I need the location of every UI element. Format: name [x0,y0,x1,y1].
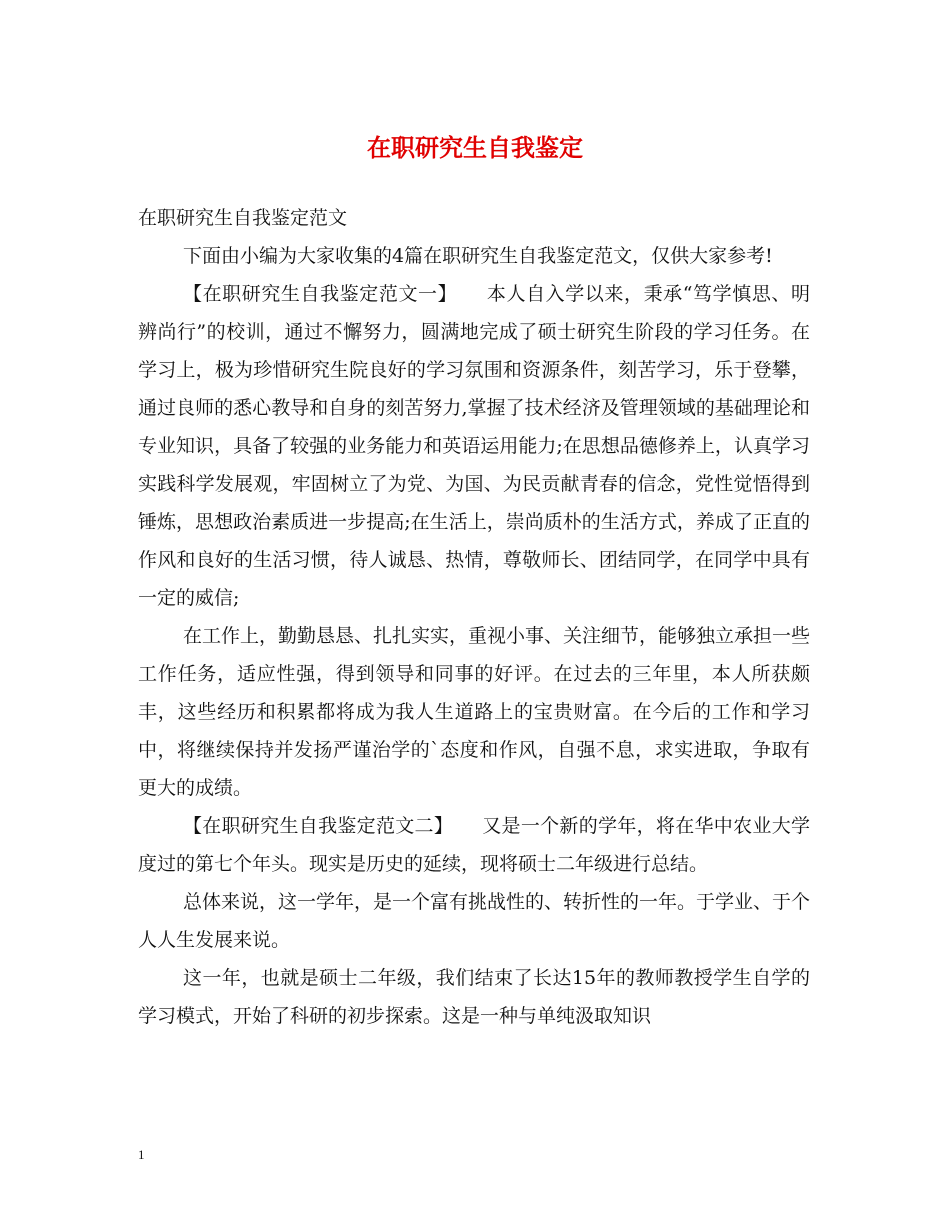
paragraph-sample-one: 【在职研究生自我鉴定范文一】 本人自入学以来，秉承“笃学慎思、明辨尚行”的校训，通过不懈努力，圆满地完成了硕士研究生阶段的学习任务。在学习上，极为珍惜研究生院良好的学习氛围和资源条件，刻苦学习，乐于登攀，通过良师的悉心教导和自身的刻苦努力,掌握了技术经济及管理领域的基础理论和专业知识，具备了较强的业务能力和英语运用能力;在思想品德修养上，认真学习实践科学发展观，牢固树立了为党、为国、为民贡献青春的信念，党性觉悟得到锤炼，思想政治素质进一步提高;在生活上，崇尚质朴的生活方式，养成了正直的作风和良好的生活习惯，待人诚恳、热情，尊敬师长、团结同学，在同学中具有一定的威信; [138,283,810,609]
paragraph-overall: 总体来说，这一学年，是一个富有挑战性的、转折性的一年。于学业、于个人人生发展来说。 [138,891,811,951]
page-number: 1 [138,1147,145,1162]
paragraph-work: 在工作上，勤勤恳恳、扎扎实实，重视小事、关注细节，能够独立承担一些工作任务，适应性强，得到领导和同事的好评。在过去的三年里，本人所获颇丰，这些经历和积累都将成为我人生道路上的宝贵财富。在今后的工作和学习中，将继续保持并发扬严谨治学的`态度和作风，自强不息，求实进取，争取有更大的成绩。 [138,625,811,799]
document-body [138,199,810,1035]
paragraph-heading: 在职研究生自我鉴定范文 [138,207,348,229]
document-title: 在职研究生自我鉴定 [367,133,583,162]
paragraph-this-year: 这一年，也就是硕士二年级，我们结束了长达15年的教师教授学生自学的学习模式，开始了科研的初步探索。这是一种与单纯汲取知识 [138,967,810,1027]
paragraph-intro: 下面由小编为大家收集的4篇在职研究生自我鉴定范文，仅供大家参考! [183,245,773,267]
paragraph-sample-two: 【在职研究生自我鉴定范文二】 又是一个新的学年，将在华中农业大学度过的第七个年头。现实是历史的延续，现将硕士二年级进行总结。 [138,815,810,875]
